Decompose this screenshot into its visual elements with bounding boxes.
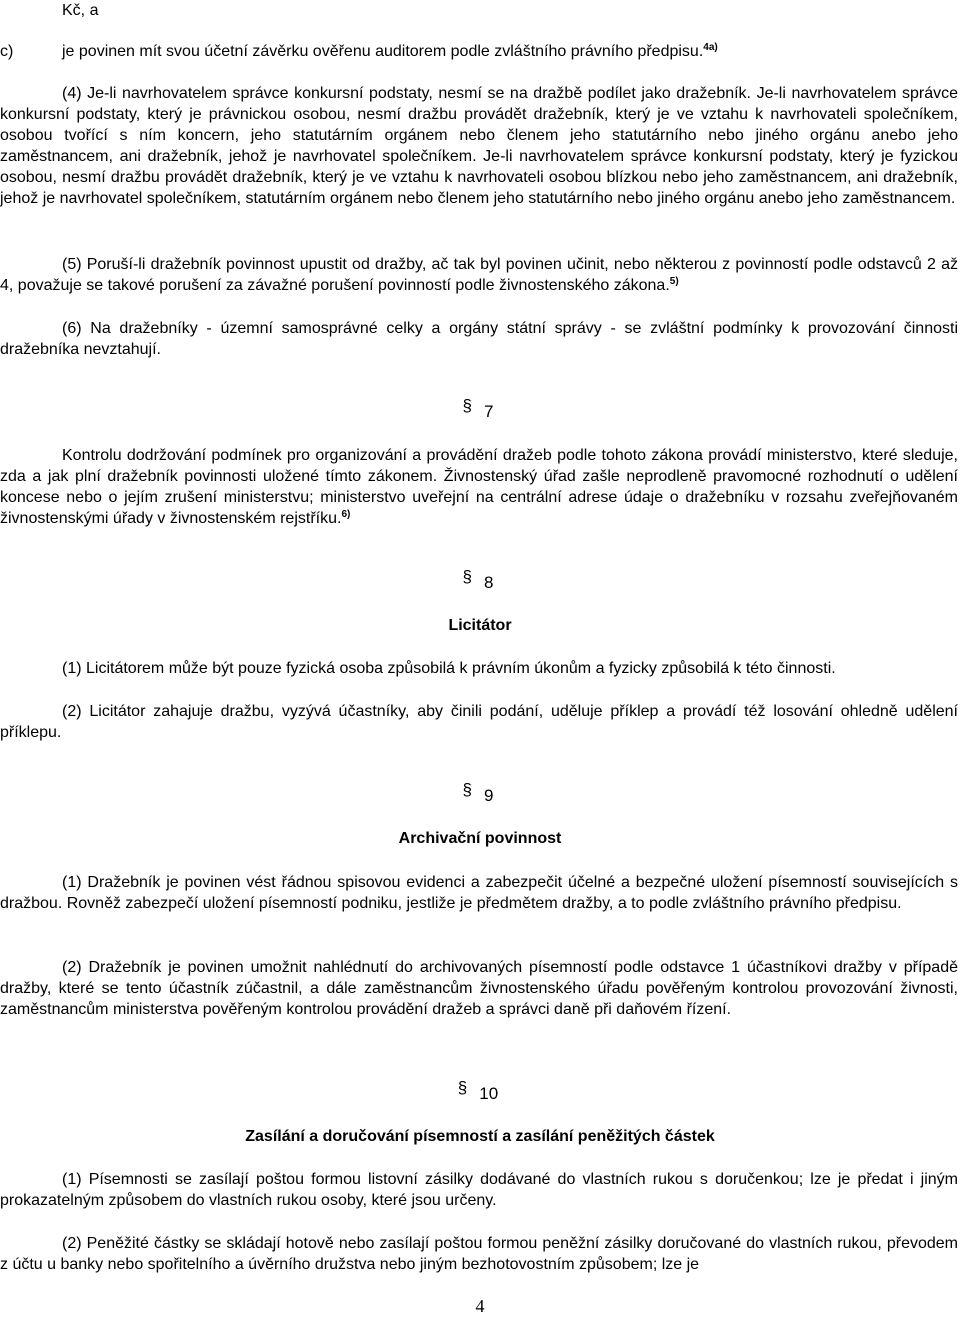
section-10-paragraph-2 <box>0 1233 958 1275</box>
section-9-paragraph-2-text: (2) Dražebník je povinen umožnit nahlédnutí do archivovaných písemností podle odstavce 1 účastníkovi dražby v případě dražby, které se tento účastník zúčastnil, a dále zaměstnancům živnostenského úřadu pověřeným kontrolou provozování živnosti, zaměstnancům ministerstva pověřeným kontrolou provádění dražeb a správci daně při daňovém řízení. <box>0 959 958 1018</box>
item-c-body <box>62 41 718 62</box>
section-8-paragraph-1-text: (1) Licitátorem může být pouze fyzická osoba způsobilá k právním úkonům a fyzicky způsobilá k této činnosti. <box>62 660 836 677</box>
section-7-num: 7 <box>484 402 494 421</box>
section-10-paragraph-1-text: (1) Písemnosti se zasílají poštou formou listovní zásilky dodávané do vlastních rukou s doručenkou; lze je předat i jiným prokazatelným způsobem do vlastních rukou osoby, které jsou určeny. <box>0 1171 958 1209</box>
footnote-ref-4a: 4a) <box>703 42 718 53</box>
section-8-num: 8 <box>484 573 494 592</box>
section-10-paragraph-2-text: (2) Peněžité částky se skládají hotově nebo zasílají poštou formou peněžní zásilky doručované do vlastních rukou, převodem z účtu u banky nebo spořitelního a úvěrního družstva nebo jiným bezhotovostním způsobem; lze je <box>0 1235 958 1273</box>
section-8-paragraph-1 <box>0 658 958 679</box>
item-c-letter: c) <box>0 43 14 60</box>
section-9-title: Archivační povinnost <box>398 830 562 847</box>
section-10-paragraph-1 <box>0 1169 958 1211</box>
section-symbol: § <box>462 780 472 799</box>
section-8-paragraph-2 <box>0 701 958 743</box>
paragraph-6 <box>0 318 958 360</box>
section-7-paragraph <box>0 445 958 529</box>
section-7-number <box>0 396 960 422</box>
item-c-text: je povinen mít svou účetní závěrku ověřenu auditorem podle zvláštního právního předpisu. <box>62 43 704 60</box>
section-9-num: 9 <box>484 786 494 805</box>
paragraph-6-text: (6) Na dražebníky - územní samosprávné celky a orgány státní správy - se zvláštní podmínky k provozování činnosti dražebníka nevztahují. <box>0 320 958 358</box>
item-c <box>0 41 958 62</box>
section-symbol: § <box>462 396 472 415</box>
section-8-paragraph-2-text: (2) Licitátor zahajuje dražbu, vyzývá účastníky, aby činili podání, uděluje příklep a provádí též losování ohledně udělení příklepu. <box>0 703 958 741</box>
section-9-number <box>0 780 960 806</box>
section-7-paragraph-text: Kontrolu dodržování podmínek pro organizování a provádění dražeb podle tohoto zákona provádí ministerstvo, které sleduje, zda a jak plní dražebník povinnosti uložené tímto zákonem. Živnostenský úřad zašle neprodleně pravomocné rozhodnutí o udělení koncese nebo o jejím zrušení ministerstvu; ministerstvo uveřejní na centrální adrese údaje o dražebníku v rozsahu zveřejňovaném živnostenskými úřady v živnostenském rejstříku. <box>0 447 958 527</box>
paragraph-4 <box>0 83 958 209</box>
paragraph-4-text: (4) Je-li navrhovatelem správce konkursní podstaty, nesmí se na dražbě podílet jako dražebník. Je-li navrhovatelem správce konkursní podstaty, který je právnickou osobou, nesmí dražbu provádět dražebník, který je ve vztahu k navrhovateli společníkem, osobou tvořící s ním koncern, jeho statutárním orgánem nebo členem jeho statutárního nebo jiného orgánu anebo jeho zaměstnancem, ani dražebník, jehož je navrhovatel společníkem. Je-li navrhovatelem správce konkursní podstaty, který je fyzickou osobou, nesmí dražbu provádět dražebník, který je ve vztahu k navrhovateli osobou blízkou nebo jeho zaměstnancem, ani dražebník, jehož je navrhovatel společníkem, statutárním orgánem nebo členem jeho statutárního nebo jiného orgánu anebo jeho zaměstnancem. <box>0 85 958 207</box>
footnote-ref-6: 6) <box>341 509 351 520</box>
section-8-title: Licitátor <box>448 617 512 634</box>
section-9-paragraph-2 <box>0 957 958 1020</box>
section-symbol: § <box>462 567 472 586</box>
section-symbol: § <box>457 1078 468 1097</box>
section-9-paragraph-1 <box>0 872 958 914</box>
section-10-number <box>0 1078 960 1104</box>
section-10-title: Zasílání a doručování písemností a zasílání peněžitých částek <box>245 1128 715 1145</box>
section-8-number <box>0 567 960 593</box>
paragraph-5-text: (5) Poruší-li dražebník povinnost upustit od dražby, ač tak byl povinen učinit, nebo některou z povinností podle odstavců 2 až 4, považuje se takové porušení za závažné porušení povinností podle živnostenského zákona. <box>0 256 958 294</box>
page-number: 4 <box>475 1296 485 1316</box>
footnote-ref-5: 5) <box>669 276 679 287</box>
paragraph-5 <box>0 254 958 296</box>
section-9-paragraph-1-text: (1) Dražebník je povinen vést řádnou spisovou evidenci a zabezpečit účelné a bezpečné uložení písemností souvisejících s dražbou. Rovněž zabezpečí uložení písemností podniku, jestliže je předmětem dražby, a to podle zvláštního právního předpisu. <box>0 874 958 912</box>
top-fragment: Kč, a <box>62 2 99 19</box>
section-10-num: 10 <box>479 1084 499 1103</box>
